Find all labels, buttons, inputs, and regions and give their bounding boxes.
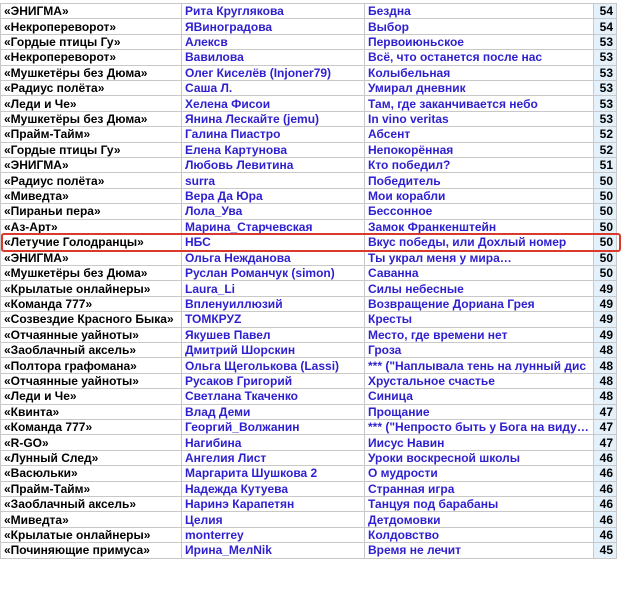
table-row[interactable]: [1, 466, 617, 481]
table-row[interactable]: [1, 50, 617, 65]
title-cell[interactable]: Колыбельная: [365, 65, 594, 80]
team-cell[interactable]: «Мушкетёры без Дюма»: [1, 265, 182, 280]
team-cell[interactable]: «Прайм-Тайм»: [1, 127, 182, 142]
author-cell[interactable]: Руслан Романчук (simon): [182, 265, 365, 280]
author-cell[interactable]: Дмитрий Шорскин: [182, 342, 365, 357]
score-cell[interactable]: 47: [594, 404, 617, 419]
team-cell[interactable]: «Крылатые онлайнеры»: [1, 527, 182, 542]
team-cell[interactable]: «Команда 777»: [1, 419, 182, 434]
author-cell[interactable]: Вера Да Юра: [182, 188, 365, 203]
score-cell[interactable]: 46: [594, 497, 617, 512]
table-row[interactable]: [1, 127, 617, 142]
title-cell[interactable]: Кресты: [365, 312, 594, 327]
author-cell[interactable]: Ирина_МелNik: [182, 543, 365, 558]
author-cell[interactable]: Наринэ Карапетян: [182, 497, 365, 512]
title-cell[interactable]: Непокорённая: [365, 142, 594, 157]
team-cell[interactable]: «R-GO»: [1, 435, 182, 450]
team-cell[interactable]: «Гордые птицы Гу»: [1, 34, 182, 49]
score-cell[interactable]: 54: [594, 4, 617, 19]
score-cell[interactable]: 46: [594, 527, 617, 542]
table-row[interactable]: [1, 250, 617, 265]
table-row[interactable]: [1, 342, 617, 357]
table-row[interactable]: [1, 481, 617, 496]
author-cell[interactable]: Влад Деми: [182, 404, 365, 419]
table-row[interactable]: [1, 65, 617, 80]
team-cell[interactable]: «ЭНИГМА»: [1, 4, 182, 19]
title-cell[interactable]: Бессонное: [365, 204, 594, 219]
title-cell[interactable]: О мудрости: [365, 466, 594, 481]
table-row[interactable]: [1, 235, 617, 250]
title-cell[interactable]: Вкус победы, или Дохлый номер: [365, 235, 594, 250]
author-cell[interactable]: Якушев Павел: [182, 327, 365, 342]
score-cell[interactable]: 47: [594, 419, 617, 434]
score-cell[interactable]: 48: [594, 389, 617, 404]
table-row[interactable]: [1, 327, 617, 342]
title-cell[interactable]: Возвращение Дориана Грея: [365, 296, 594, 311]
author-cell[interactable]: Впленуиллюзий: [182, 296, 365, 311]
table-row[interactable]: [1, 281, 617, 296]
author-cell[interactable]: Янина Лескайте (jemu): [182, 111, 365, 126]
author-cell[interactable]: monterrey: [182, 527, 365, 542]
table-row[interactable]: [1, 312, 617, 327]
author-cell[interactable]: Лола_Ува: [182, 204, 365, 219]
table-row[interactable]: [1, 19, 617, 34]
author-cell[interactable]: Ольга Нежданова: [182, 250, 365, 265]
author-cell[interactable]: Русаков Григорий: [182, 373, 365, 388]
author-cell[interactable]: Светлана Ткаченко: [182, 389, 365, 404]
title-cell[interactable]: Всё, что останется после нас: [365, 50, 594, 65]
table-row[interactable]: [1, 512, 617, 527]
author-cell[interactable]: Алексв: [182, 34, 365, 49]
table-row[interactable]: [1, 81, 617, 96]
team-cell[interactable]: «Заоблачный аксель»: [1, 497, 182, 512]
title-cell[interactable]: Синица: [365, 389, 594, 404]
title-cell[interactable]: Замок Франкенштейн: [365, 219, 594, 234]
title-cell[interactable]: Выбор: [365, 19, 594, 34]
title-cell[interactable]: Колдовство: [365, 527, 594, 542]
team-cell[interactable]: «Отчаянные уайноты»: [1, 373, 182, 388]
score-cell[interactable]: 46: [594, 512, 617, 527]
title-cell[interactable]: Кто победил?: [365, 158, 594, 173]
team-cell[interactable]: «Некропереворот»: [1, 19, 182, 34]
team-cell[interactable]: «Некропереворот»: [1, 50, 182, 65]
team-cell[interactable]: «Отчаянные уайноты»: [1, 327, 182, 342]
score-cell[interactable]: 50: [594, 250, 617, 265]
team-cell[interactable]: «Леди и Че»: [1, 389, 182, 404]
table-row[interactable]: [1, 435, 617, 450]
score-cell[interactable]: 48: [594, 373, 617, 388]
table-row[interactable]: [1, 450, 617, 465]
ranking-table-body: [1, 4, 617, 559]
team-cell[interactable]: «Летучие Голодранцы»: [1, 235, 182, 250]
score-cell[interactable]: 53: [594, 34, 617, 49]
score-cell[interactable]: 46: [594, 481, 617, 496]
team-cell[interactable]: «Миведта»: [1, 512, 182, 527]
title-cell[interactable]: Хрустальное счастье: [365, 373, 594, 388]
author-cell[interactable]: Олег Киселёв (Injoner79): [182, 65, 365, 80]
author-cell[interactable]: Маргарита Шушкова 2: [182, 466, 365, 481]
title-cell[interactable]: *** ("Непросто быть у Бога на виду…: [365, 419, 594, 434]
author-cell[interactable]: Вавилова: [182, 50, 365, 65]
score-cell[interactable]: 46: [594, 450, 617, 465]
table-row[interactable]: [1, 204, 617, 219]
author-cell[interactable]: Ольга Щеголькова (Lassi): [182, 358, 365, 373]
score-cell[interactable]: 50: [594, 235, 617, 250]
team-cell[interactable]: «Крылатые онлайнеры»: [1, 281, 182, 296]
team-cell[interactable]: «Васюльки»: [1, 466, 182, 481]
table-row[interactable]: [1, 111, 617, 126]
team-cell[interactable]: «Аз-Арт»: [1, 219, 182, 234]
title-cell[interactable]: Странная игра: [365, 481, 594, 496]
title-cell[interactable]: Иисус Навин: [365, 435, 594, 450]
team-cell[interactable]: «Заоблачный аксель»: [1, 342, 182, 357]
title-cell[interactable]: Бездна: [365, 4, 594, 19]
author-cell[interactable]: Ангелия Лист: [182, 450, 365, 465]
table-row[interactable]: [1, 4, 617, 19]
team-cell[interactable]: «Починяющие примуса»: [1, 543, 182, 558]
table-row[interactable]: [1, 96, 617, 111]
title-cell[interactable]: Место, где времени нет: [365, 327, 594, 342]
score-cell[interactable]: 48: [594, 342, 617, 357]
title-cell[interactable]: Умирал дневник: [365, 81, 594, 96]
score-cell[interactable]: 49: [594, 281, 617, 296]
title-cell[interactable]: Силы небесные: [365, 281, 594, 296]
title-cell[interactable]: Победитель: [365, 173, 594, 188]
author-cell[interactable]: surra: [182, 173, 365, 188]
score-cell[interactable]: 50: [594, 173, 617, 188]
table-row[interactable]: [1, 296, 617, 311]
score-cell[interactable]: 45: [594, 543, 617, 558]
team-cell[interactable]: «Лунный След»: [1, 450, 182, 465]
table-row[interactable]: [1, 543, 617, 558]
title-cell[interactable]: Прощание: [365, 404, 594, 419]
table-row[interactable]: [1, 142, 617, 157]
title-cell[interactable]: Гроза: [365, 342, 594, 357]
score-cell[interactable]: 50: [594, 265, 617, 280]
author-cell[interactable]: Любовь Левитина: [182, 158, 365, 173]
title-cell[interactable]: Первоиюньское: [365, 34, 594, 49]
ranking-table: [0, 3, 617, 559]
author-cell[interactable]: Рита Круглякова: [182, 4, 365, 19]
team-cell[interactable]: «Команда 777»: [1, 296, 182, 311]
table-row[interactable]: [1, 373, 617, 388]
team-cell[interactable]: «Мушкетёры без Дюма»: [1, 111, 182, 126]
team-cell[interactable]: «Созвездие Красного Быка»: [1, 312, 182, 327]
table-row[interactable]: [1, 358, 617, 373]
author-cell[interactable]: Хелена Фисои: [182, 96, 365, 111]
score-cell[interactable]: 52: [594, 142, 617, 157]
table-row[interactable]: [1, 497, 617, 512]
title-cell[interactable]: Абсент: [365, 127, 594, 142]
title-cell[interactable]: Время не лечит: [365, 543, 594, 558]
title-cell[interactable]: Танцуя под барабаны: [365, 497, 594, 512]
team-cell[interactable]: «Миведта»: [1, 188, 182, 203]
team-cell[interactable]: «ЭНИГМА»: [1, 250, 182, 265]
title-cell[interactable]: Детдомовки: [365, 512, 594, 527]
score-cell[interactable]: 49: [594, 296, 617, 311]
title-cell[interactable]: Мои корабли: [365, 188, 594, 203]
score-cell[interactable]: 49: [594, 312, 617, 327]
author-cell[interactable]: ТОМКРУZ: [182, 312, 365, 327]
score-cell[interactable]: 53: [594, 65, 617, 80]
score-cell[interactable]: 47: [594, 435, 617, 450]
title-cell[interactable]: *** ("Наплывала тень на лунный дис: [365, 358, 594, 373]
team-cell[interactable]: «Мушкетёры без Дюма»: [1, 65, 182, 80]
title-cell[interactable]: Уроки воскресной школы: [365, 450, 594, 465]
table-row[interactable]: [1, 527, 617, 542]
author-cell[interactable]: Марина_Старчевская: [182, 219, 365, 234]
table-row[interactable]: [1, 265, 617, 280]
score-cell[interactable]: 50: [594, 219, 617, 234]
author-cell[interactable]: Елена Картунова: [182, 142, 365, 157]
title-cell[interactable]: Там, где заканчивается небо: [365, 96, 594, 111]
author-cell[interactable]: Целия: [182, 512, 365, 527]
team-cell[interactable]: «Квинта»: [1, 404, 182, 419]
table-row[interactable]: [1, 173, 617, 188]
author-cell[interactable]: Laura_Li: [182, 281, 365, 296]
author-cell[interactable]: Надежда Кутуева: [182, 481, 365, 496]
team-cell[interactable]: «Полтора графомана»: [1, 358, 182, 373]
table-row[interactable]: [1, 404, 617, 419]
score-cell[interactable]: 52: [594, 127, 617, 142]
team-cell[interactable]: «Прайм-Тайм»: [1, 481, 182, 496]
author-cell[interactable]: Галина Пиастро: [182, 127, 365, 142]
team-cell[interactable]: «Леди и Че»: [1, 96, 182, 111]
team-cell[interactable]: «Радиус полёта»: [1, 81, 182, 96]
author-cell[interactable]: ЯВиноградова: [182, 19, 365, 34]
score-cell[interactable]: 50: [594, 188, 617, 203]
author-cell[interactable]: Саша Л.: [182, 81, 365, 96]
team-cell[interactable]: «Радиус полёта»: [1, 173, 182, 188]
table-row[interactable]: [1, 219, 617, 234]
title-cell[interactable]: In vino veritas: [365, 111, 594, 126]
table-row[interactable]: [1, 34, 617, 49]
score-cell[interactable]: 54: [594, 19, 617, 34]
author-cell[interactable]: Нагибина: [182, 435, 365, 450]
team-cell[interactable]: «Пираньи пера»: [1, 204, 182, 219]
table-row[interactable]: [1, 389, 617, 404]
team-cell[interactable]: «Гордые птицы Гу»: [1, 142, 182, 157]
title-cell[interactable]: Ты украл меня у мира…: [365, 250, 594, 265]
score-cell[interactable]: 50: [594, 204, 617, 219]
score-cell[interactable]: 51: [594, 158, 617, 173]
author-cell[interactable]: Георгий_Волжанин: [182, 419, 365, 434]
score-cell[interactable]: 53: [594, 81, 617, 96]
table-row[interactable]: [1, 419, 617, 434]
table-row[interactable]: [1, 188, 617, 203]
score-cell[interactable]: 49: [594, 327, 617, 342]
score-cell[interactable]: 48: [594, 358, 617, 373]
score-cell[interactable]: 53: [594, 96, 617, 111]
score-cell[interactable]: 53: [594, 50, 617, 65]
score-cell[interactable]: 46: [594, 466, 617, 481]
team-cell[interactable]: «ЭНИГМА»: [1, 158, 182, 173]
title-cell[interactable]: Саванна: [365, 265, 594, 280]
score-cell[interactable]: 53: [594, 111, 617, 126]
author-cell[interactable]: НБС: [182, 235, 365, 250]
table-row[interactable]: [1, 158, 617, 173]
